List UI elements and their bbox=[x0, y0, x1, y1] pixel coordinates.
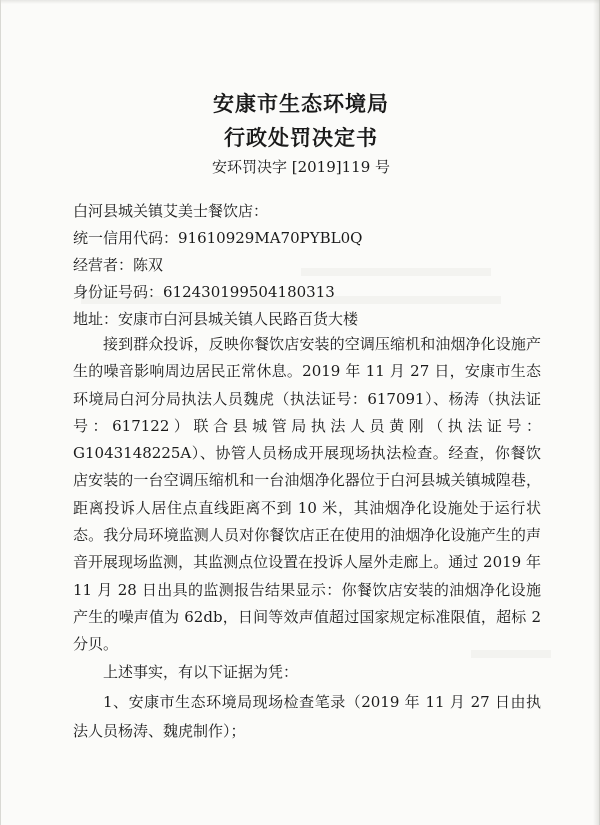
facts-paragraph: 接到群众投诉，反映你餐饮店安装的空调压缩机和油烟净化设施产生的噪音影响周边居民正常休息。2019 年 11 月 27 日，安康市生态环境局白河分局执法人员魏虎（执法证号：617091）、杨涛（执法证号：617122）联合县城管局执法人员黄刚（执法证号：G1043148225A）、协管人员杨成开展现场执法检查。经查，你餐饮店安装的一台空调压缩机和一台油烟净化器位于白河县城关镇城隍巷，距离投诉人居住点直线距离不到 10 米，其油烟净化设施处于运行状态。我分局环境监测人员对你餐饮店正在使用的油烟净化设施产生的声音开展现场监测，其监测点位设置在投诉人屋外走廊上。通过 2019 年 11 月 28 日出具的监测报告结果显示：你餐饮店安装的油烟净化设施产生的噪声值为 62db，日间等效声值超过国家规定标准限值，超标 2 分贝。 bbox=[73, 335, 541, 654]
scan-edge-top bbox=[1, 0, 600, 4]
evidence-item-1: 1、安康市生态环境局现场检查笔录（2019 年 11 月 27 日由执法人员杨涛、魏虎制作）； bbox=[73, 693, 541, 740]
party-address: 地址：安康市白河县城关镇人民路百货大楼 bbox=[73, 310, 359, 328]
bleed-through-mark bbox=[301, 268, 491, 276]
evidence-intro: 上述事实，有以下证据为凭： bbox=[103, 663, 299, 681]
document-title-agency: 安康市生态环境局 bbox=[213, 92, 389, 116]
document-number: 安环罚决字 [2019]119 号 bbox=[211, 158, 391, 176]
party-credit-code: 统一信用代码：91610929MA70PYBL0Q bbox=[73, 229, 363, 247]
party-name: 白河县城关镇艾美士餐饮店： bbox=[73, 202, 269, 220]
party-id-number: 身份证号码：612430199504180313 bbox=[73, 283, 335, 301]
document-title-type: 行政处罚决定书 bbox=[224, 126, 378, 150]
party-operator: 经营者：陈双 bbox=[73, 256, 164, 274]
